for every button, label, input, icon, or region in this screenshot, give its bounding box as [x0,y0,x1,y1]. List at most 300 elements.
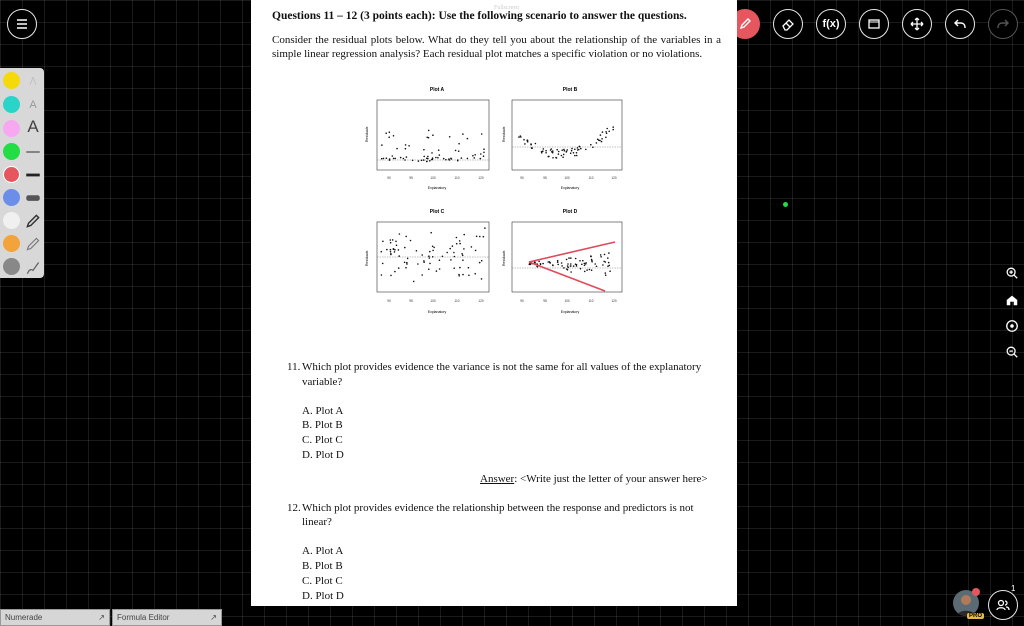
color-pink-swatch[interactable] [3,120,20,137]
move-tool-button[interactable] [902,9,932,39]
plot-d-point [600,254,602,256]
plot-c-ylabel: Residuals [365,250,369,266]
color-yellow-swatch[interactable] [3,72,20,89]
plot-c-point [463,248,465,250]
plot-a-xtick: 120 [478,176,484,180]
plot-b-point [531,147,533,149]
plot-d-point [538,261,540,263]
plot-b-point [601,141,603,143]
plot-b-point [552,157,554,159]
q12-text-line2: linear? [302,516,332,528]
plot-c-title: Plot C [429,209,445,215]
plot-a-point [462,133,464,135]
plot-d-point [570,265,572,267]
plot-d-point [530,264,532,266]
plot-b-point [543,148,545,150]
plot-c-point [416,250,418,252]
plot-c-point [476,236,478,238]
plot-a-point [386,157,388,159]
plot-a-point [458,143,460,145]
q12-text-line1: Which plot provides evidence the relationship between the response and predictors is not [302,502,694,514]
plot-a-point [427,156,429,158]
plot-c-point [463,234,465,236]
plot-b-point [523,139,525,141]
plot-b-point [606,133,608,135]
plot-b-point [573,152,575,154]
redo-icon [995,16,1011,32]
plot-d-point [563,267,565,269]
plot-c-point [468,267,470,269]
plot-d-point [573,265,575,267]
plot-d-point [584,265,586,267]
plot-a-title: Plot A [429,87,445,93]
plot-d-point [566,259,568,261]
plot-c-xlabel: Explanatory [427,310,447,314]
plot-c-point [458,275,460,277]
plot-b-point [558,151,560,153]
plot-b-point [602,131,604,133]
plot-c-point [417,263,419,265]
plot-d-point [542,263,544,265]
plot-d-point [609,265,611,267]
plot-a [365,87,489,190]
plot-a-point [451,158,453,160]
plot-b-xtick: 120 [611,176,617,180]
plot-a-point [383,158,385,160]
plot-a-point [458,150,460,152]
color-teal-swatch[interactable] [3,96,20,113]
plot-c-point [471,246,473,248]
formula-editor-tab-label: Formula Editor [117,613,170,622]
plot-d-point [561,265,563,267]
pen-icon [24,212,42,230]
plot-d [502,209,622,314]
plot-d-point [607,257,609,259]
plot-a-point [385,132,387,134]
plot-b-xtick: 90 [520,176,524,180]
plot-a-point [381,144,383,146]
q11-option-b: B. Plot B [302,419,343,431]
plot-a-point [394,158,396,160]
plot-a-point [405,148,407,150]
plot-d-point [552,264,554,266]
plot-c-point [462,255,464,257]
brush-icon [24,258,42,276]
q11-text-line1: Which plot provides evidence the variance is not the same for all values of the explanatory [302,361,702,373]
plot-c-point [436,270,438,272]
plot-c-point [421,274,423,276]
plot-a-point [483,152,485,154]
plot-b-point [612,129,614,131]
formula-button[interactable] [816,9,846,39]
plot-b-point [524,143,526,145]
people-icon [995,597,1011,613]
recording-indicator [972,588,980,596]
q11-option-c: C. Plot C [302,434,343,446]
pro-badge: PRO [969,613,983,619]
plot-b-point [561,155,563,157]
plot-c-point [390,253,392,255]
plot-b [502,87,622,190]
zoom-out-icon [1005,345,1019,359]
plot-a-point [448,158,450,160]
document-page [251,0,737,606]
numerade-tab-label: Numerade [5,613,43,622]
plot-a-point [428,130,430,132]
plot-d-point [603,261,605,263]
plot-a-point [408,145,410,147]
plot-a-point [426,137,428,139]
thick-line-icon [24,189,42,207]
plot-c-point [461,253,463,255]
color-red-swatch[interactable] [3,166,20,183]
faint-overlay-label: Fullscreen [494,5,519,11]
plot-c-point [395,241,397,243]
plot-a-point [449,136,451,138]
plot-a-point [437,157,439,159]
plot-a-point [439,154,441,156]
color-palette [0,68,44,278]
plot-b-point [570,152,572,154]
hamburger-icon [14,16,30,32]
plot-a-point [405,144,407,146]
plot-c-point [481,278,483,280]
plot-c-point [390,239,392,241]
plot-a-point [396,148,398,150]
plot-b-point [563,149,565,151]
plot-c-point [483,236,485,238]
plot-b-title: Plot B [562,87,578,93]
numerade-tab[interactable] [0,609,110,626]
plot-d-xtick: 110 [588,299,594,303]
center-view-button[interactable] [1002,316,1022,336]
plot-b-point [561,149,563,151]
plot-c-xtick: 95 [409,299,413,303]
plot-b-point [577,147,579,149]
plot-a-point [431,152,433,154]
zoom-out-button[interactable] [1002,342,1022,362]
plot-c-point [429,251,431,253]
plot-c-point [390,249,392,251]
plot-c-point [390,251,392,253]
plot-c-point [456,243,458,245]
plot-b-point [542,150,544,152]
expand-arrow-icon[interactable]: ↗ [210,613,217,622]
plot-c-xtick: 90 [387,299,391,303]
plot-a-xlabel: Explanatory [427,186,447,190]
plot-a-point [426,161,428,163]
plot-c-point [432,246,434,248]
pen-tool[interactable] [24,212,42,230]
zoom-in-icon [1005,266,1019,280]
plot-b-ylabel: Residuals [502,126,506,142]
plot-c-point [454,256,456,258]
plot-c-point [479,262,481,264]
plot-c-point [398,267,400,269]
plot-c-point [429,257,431,259]
plot-a-point [443,158,445,160]
plot-c-point [381,251,383,253]
plot-b-point [605,137,607,139]
formula-editor-tab[interactable] [112,609,222,626]
plot-c-point [390,275,392,277]
plot-c-point [429,263,431,265]
plot-a-point [392,155,394,157]
plot-a-point [481,133,483,135]
plot-c-point [456,237,458,239]
plot-c-point [398,249,400,251]
plot-b-point [576,155,578,157]
plot-d-point [557,261,559,263]
q11-option-a: A. Plot A [302,405,344,417]
plot-a-point [431,159,433,161]
text-tool-small[interactable]: A [29,99,37,111]
plot-c-point [394,251,396,253]
plot-c-point [459,240,461,242]
plot-b-point [518,136,520,138]
plot-c-point [439,268,441,270]
plot-c-point [432,250,434,252]
plot-c-point [428,268,430,270]
zoom-in-button[interactable] [1002,263,1022,283]
plot-b-point [606,128,608,130]
plot-c-point [394,249,396,251]
plot-c-xtick: 100 [430,299,436,303]
plot-d-point [584,271,586,273]
plot-c-point [479,236,481,238]
text-tool-tiny[interactable] [24,72,42,90]
plot-d-point [590,256,592,258]
plot-d-point [566,268,568,270]
plot-a-xtick: 100 [430,176,436,180]
plot-d-ylabel: Residuals [502,250,506,266]
slides-button[interactable] [859,9,889,39]
undo-icon [952,16,968,32]
plot-d-xlabel: Explanatory [560,310,580,314]
plot-d-point [567,263,569,265]
target-icon [1005,319,1019,333]
plot-a-point [426,158,428,160]
plot-c-point [404,247,406,249]
color-white-swatch[interactable] [3,212,20,229]
plot-b-xtick: 100 [564,176,570,180]
plot-a-point [406,156,408,158]
plot-c-point [446,252,448,254]
eraser-tool-button[interactable] [773,9,803,39]
plot-d-point [557,260,559,262]
plot-b-point [574,155,576,157]
plot-a-point [474,154,476,156]
plot-a-point [480,153,482,155]
plot-c-point [481,260,483,262]
plot-a-point [403,158,405,160]
plot-d-point [608,252,610,254]
plot-b-point [530,143,532,145]
highlighter-icon [24,235,42,253]
plot-a-point [400,157,402,159]
color-green-swatch[interactable] [3,143,20,160]
plot-d-point [591,269,593,271]
plot-a-point [480,158,482,160]
plot-a-point [457,159,459,161]
plot-c-point [392,239,394,241]
plot-d-point [609,270,611,272]
plot-c-point [453,267,455,269]
q12-number: 12. [287,502,301,514]
plot-a-point [389,158,391,160]
plot-a-point [393,135,395,137]
plot-c-point [399,233,401,235]
plot-a-point [467,138,469,140]
plot-c-xtick: 120 [478,299,484,303]
menu-button[interactable] [7,9,37,39]
plot-a-point [445,159,447,161]
plot-d-xtick: 100 [564,299,570,303]
plot-b-point [527,139,529,141]
plot-c-point [386,249,388,251]
plot-a-xtick: 95 [409,176,413,180]
q12-option-c: C. Plot C [302,575,343,587]
plot-c-point [462,274,464,276]
eraser-icon [780,16,796,32]
thick-line-tool[interactable] [24,189,42,207]
plot-d-xtick: 95 [543,299,547,303]
plot-d-point [568,257,570,259]
plot-d-point [549,262,551,264]
plot-a-xtick: 110 [454,176,460,180]
plot-a-point [461,157,463,159]
pencil-icon [737,16,753,32]
plot-d-point [567,267,569,269]
home-icon [1005,293,1019,307]
plot-b-point [590,144,592,146]
plot-d-point [600,256,602,258]
plot-c-point [442,256,444,258]
plot-b-point [527,141,529,143]
plot-b-point [601,138,603,140]
plot-d-point [594,263,596,265]
plot-a-point [435,157,437,159]
q11-number: 11. [287,361,301,373]
plot-d-point [602,264,604,266]
plot-c-point [459,243,461,245]
plot-d-point [570,271,572,273]
plot-c-point [382,263,384,265]
plot-b-point [580,148,582,150]
plot-b-point [555,157,557,159]
expand-arrow-icon[interactable]: ↗ [98,613,105,622]
plot-c-point [393,248,395,250]
plot-b-point [545,152,547,154]
plot-b-xtick: 95 [543,176,547,180]
participants-button[interactable] [988,590,1018,620]
plot-a-point [483,155,485,157]
medium-line-icon [24,166,42,184]
section-header-bold: Questions 11 – 12 (3 points each) [272,10,432,22]
plot-b-xtick: 110 [588,176,594,180]
plot-c-point [404,262,406,264]
plot-c-point [394,271,396,273]
redo-button[interactable] [988,9,1018,39]
plot-a-point [473,157,475,159]
plot-a-point [388,136,390,138]
plot-b-point [545,150,547,152]
undo-button[interactable] [945,9,975,39]
plot-d-xtick: 90 [520,299,524,303]
plot-a-point [483,148,485,150]
q11-answer-label: Answer [480,473,515,485]
plot-b-point [605,131,607,133]
plot-d-point [575,263,577,265]
q11-answer-line[interactable] [480,472,708,486]
residual-plots-figure [359,84,629,314]
plot-b-xlabel: Explanatory [560,186,580,190]
plot-c-point [428,255,430,257]
plot-d-point [591,261,593,263]
thin-line-icon [24,143,42,161]
plot-d-point [605,272,607,274]
participants-count: 1 [1011,584,1016,593]
medium-line-tool[interactable] [24,166,42,184]
plot-c-point [421,254,423,256]
plot-b-point [556,149,558,151]
plot-b-point [535,143,537,145]
thin-line-tool[interactable] [24,143,42,161]
color-orange-swatch[interactable] [3,235,20,252]
color-blue-swatch[interactable] [3,189,20,206]
plot-a-point [389,131,391,133]
plot-b-point [558,153,560,155]
highlighter-tool[interactable] [24,235,42,253]
plot-b-point [563,154,565,156]
q11-answer-placeholder: : <Write just the letter of your answer here> [514,473,708,485]
plot-c-point [410,240,412,242]
color-gray-swatch[interactable] [3,258,20,275]
plot-c-point [390,242,392,244]
brush-tool[interactable] [24,258,42,276]
plot-d-point [579,260,581,262]
green-cursor-dot [783,202,788,207]
plot-d-point [570,257,572,259]
plot-c-point [449,248,451,250]
plot-d-point [589,269,591,271]
plot-c-point [405,267,407,269]
plot-b-point [562,156,564,158]
plot-d-point [557,264,559,266]
plot-c-point [439,259,441,261]
plot-c-point [398,255,400,257]
plot-b-point [571,148,573,150]
plot-d-point [581,264,583,266]
plot-b-point [579,146,581,148]
plot-b-point [574,149,576,151]
plot-d-point [561,262,563,264]
text-tool-large[interactable]: A [27,117,39,136]
plot-d-point [540,264,542,266]
plot-d-point [582,260,584,262]
plot-a-point [472,155,474,157]
plot-b-point [566,151,568,153]
plot-a-point [404,159,406,161]
plot-d-point [586,269,588,271]
plot-a-point [423,159,425,161]
plot-c-point [430,232,432,234]
move-arrows-icon [909,16,925,32]
plot-c-xtick: 110 [454,299,460,303]
home-button[interactable] [1002,290,1022,310]
plot-a-xtick: 90 [387,176,391,180]
section-header [272,9,687,23]
